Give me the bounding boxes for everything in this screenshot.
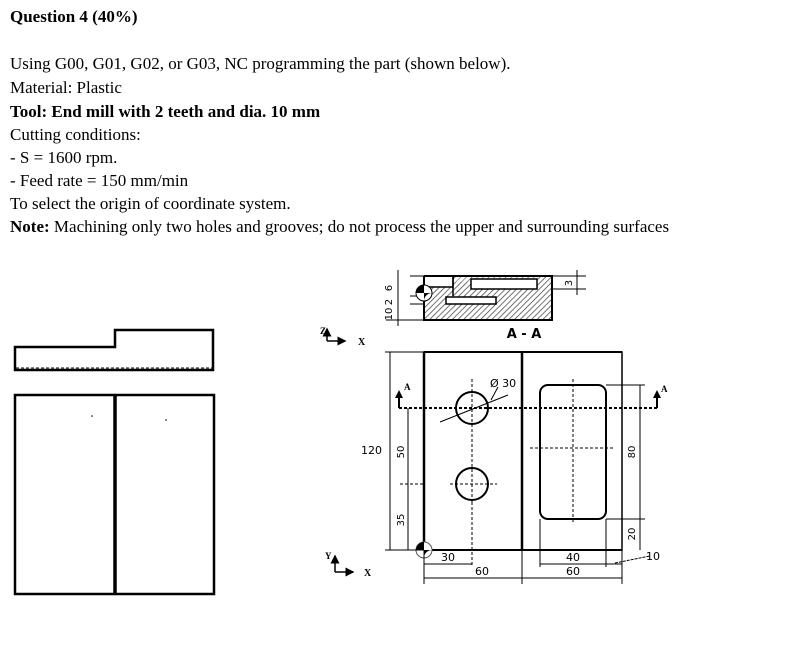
feed-text: - Feed rate = 150 mm/min	[10, 171, 189, 190]
origin-text: To select the origin of coordinate system.	[10, 194, 291, 213]
svg-text:X: X	[364, 568, 372, 579]
svg-text:A: A	[661, 384, 668, 394]
note-text: Machining only two holes and grooves; do not process the upper and surrounding surfaces	[49, 217, 670, 236]
spindle-text: - S = 1600 rpm.	[10, 148, 118, 167]
diameter-label: Ø 30	[490, 377, 517, 390]
axes-yx	[325, 551, 372, 579]
material-text: Material: Plastic	[10, 78, 122, 97]
svg-text:40: 40	[566, 551, 580, 564]
side-profile	[15, 330, 213, 370]
svg-text:Z: Z	[320, 326, 327, 336]
svg-text:20: 20	[627, 527, 638, 541]
svg-text:30: 30	[441, 551, 455, 564]
svg-text:60: 60	[475, 565, 489, 578]
svg-text:A: A	[404, 382, 411, 392]
question-title: Question 4 (40%)	[10, 7, 138, 26]
dim-2: 2	[384, 298, 395, 306]
svg-text:X: X	[358, 337, 366, 348]
note-line	[10, 217, 669, 237]
svg-text:10: 10	[646, 550, 660, 563]
section-view	[384, 270, 586, 342]
svg-text:Y: Y	[325, 551, 332, 561]
axes-zx	[320, 326, 366, 348]
note-label: Note:	[10, 217, 50, 236]
svg-text:120: 120	[361, 444, 382, 457]
dim-6: 6	[384, 284, 395, 292]
svg-text:80: 80	[627, 445, 638, 459]
tool-text: Tool: End mill with 2 teeth and dia. 10 mm	[10, 102, 321, 121]
svg-text:35: 35	[396, 513, 407, 527]
section-label: A - A	[506, 327, 542, 342]
technical-drawing	[300, 262, 700, 602]
svg-text:60: 60	[566, 565, 580, 578]
dim-3: 3	[564, 279, 575, 287]
intro-text: Using G00, G01, G02, or G03, NC programming the part (shown below).	[10, 54, 511, 73]
dim-10: 10	[384, 307, 395, 321]
svg-text:50: 50	[396, 445, 407, 459]
left-sketch	[0, 320, 230, 610]
cutting-heading: Cutting conditions:	[10, 125, 141, 144]
